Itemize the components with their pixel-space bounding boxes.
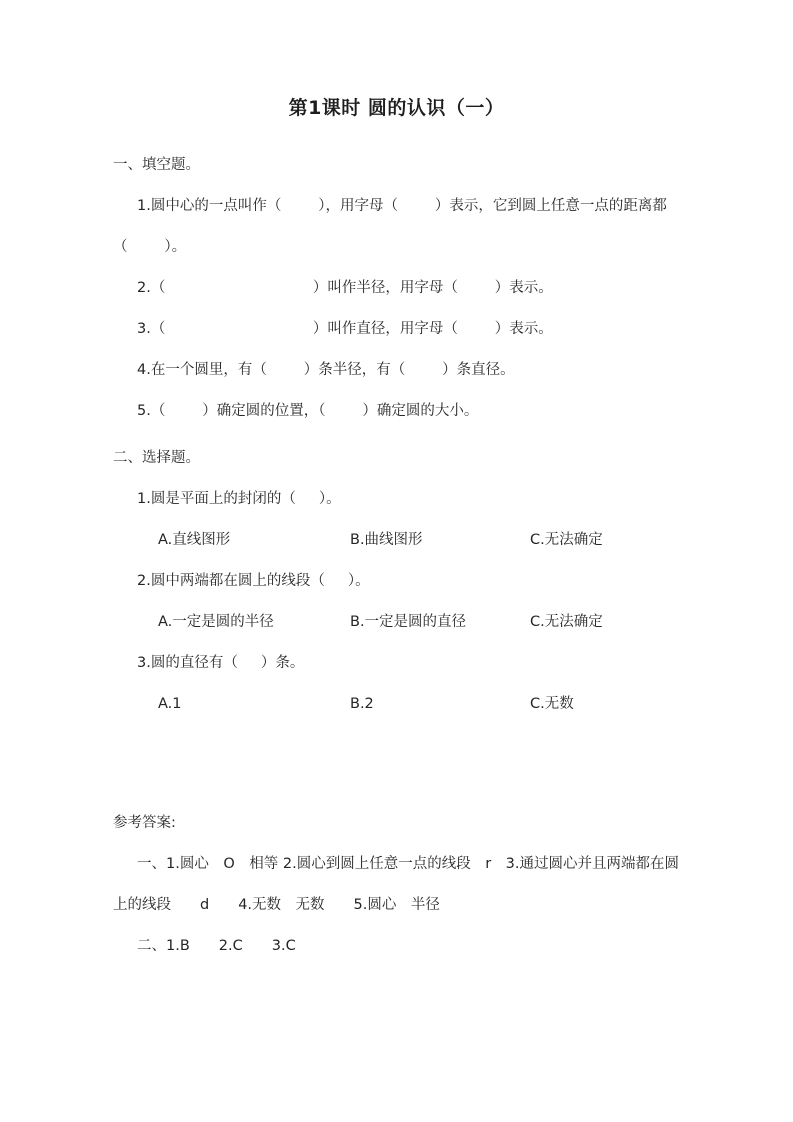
choice-question-2-option-b[interactable]: B.一定是圆的直径 xyxy=(350,613,467,630)
section-heading-fill-in-blank: 一、填空题。 xyxy=(113,156,200,173)
answer-key-line-fill-in-blank: 一、1.圆心 O 相等 2.圆心到圆上任意一点的线段 r 3.通过圆心并且两端都在圆上的线段 d 4.无数 无数 5.圆心 半径 xyxy=(113,855,679,913)
answer-key-heading: 参考答案: xyxy=(113,814,176,831)
answer-key-section xyxy=(113,803,680,967)
page-title: 第1课时 圆的认识（一） xyxy=(288,97,505,119)
choice-question-3-option-b[interactable]: B.2 xyxy=(350,695,374,712)
choice-question-2-option-c[interactable]: C.无法确定 xyxy=(530,613,603,630)
choice-question-3-options xyxy=(113,684,680,725)
choice-question-1-option-b[interactable]: B.曲线图形 xyxy=(350,531,423,548)
answer-key-line-multiple-choice: 二、1.B 2.C 3.C xyxy=(137,937,296,954)
fill-question-5: 5.（ ）确定圆的位置，（ ）确定圆的大小。 xyxy=(137,402,479,419)
choice-question-3-stem: 3.圆的直径有（ ）条。 xyxy=(137,654,305,671)
choice-question-2-option-a[interactable]: A.一定是圆的半径 xyxy=(158,613,274,630)
choice-question-1-option-c[interactable]: C.无法确定 xyxy=(530,531,603,548)
choice-question-1-options xyxy=(113,520,680,561)
fill-question-4: 4.在一个圆里，有（ ）条半径，有（ ）条直径。 xyxy=(137,361,515,378)
fill-in-blank-section xyxy=(113,145,680,432)
fill-question-2: 2.（ ）叫作半径，用字母（ ）表示。 xyxy=(137,279,553,296)
fill-question-1: 1.圆中心的一点叫作（ ），用字母（ ）表示，它到圆上任意一点的距离都（ ）。 xyxy=(113,197,667,255)
choice-question-3-option-c[interactable]: C.无数 xyxy=(530,695,574,712)
choice-question-1-stem: 1.圆是平面上的封闭的（ ）。 xyxy=(137,490,341,507)
multiple-choice-section xyxy=(113,438,680,725)
choice-question-3-option-a[interactable]: A.1 xyxy=(158,695,182,712)
choice-question-2-options xyxy=(113,602,680,643)
choice-question-1-option-a[interactable]: A.直线图形 xyxy=(158,531,231,548)
section-heading-multiple-choice: 二、选择题。 xyxy=(113,449,200,466)
fill-question-3: 3.（ ）叫作直径，用字母（ ）表示。 xyxy=(137,320,553,337)
choice-question-2-stem: 2.圆中两端都在圆上的线段（ ）。 xyxy=(137,572,370,589)
